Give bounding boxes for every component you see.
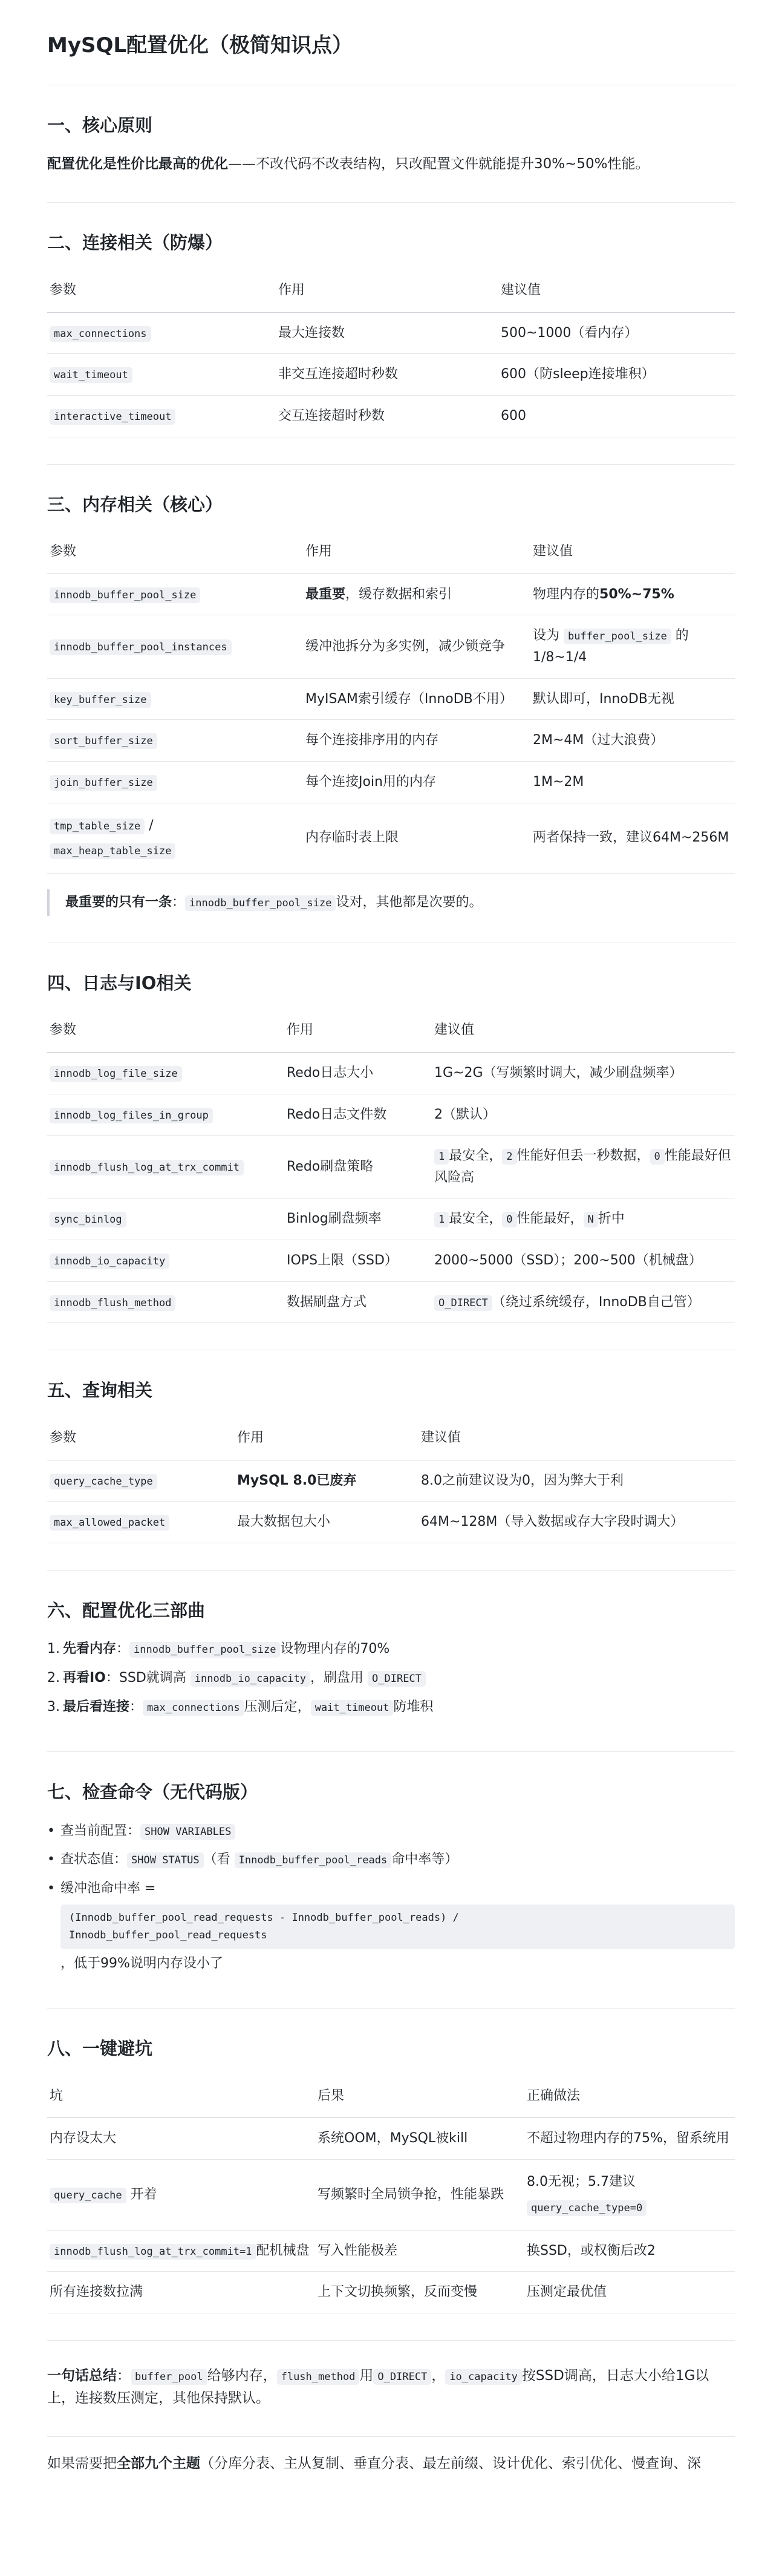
cell [47, 1198, 284, 1240]
param-code: query_cache_type [50, 1474, 157, 1489]
section-heading: 八、一键避坑 [47, 2038, 153, 2059]
cell [47, 1052, 284, 1094]
page-title: MySQL配置优化（极简知识点） [47, 33, 353, 57]
cell [47, 1502, 235, 1543]
cell [47, 1136, 284, 1198]
param-code: interactive_timeout [50, 409, 175, 425]
list-number: 2. [47, 1670, 60, 1685]
cell [47, 395, 276, 437]
section-heading: 七、检查命令（无代码版） [47, 1782, 258, 1803]
column-header: 建议值 [530, 532, 735, 574]
cell: 600 [498, 395, 735, 437]
text: 用 [359, 2367, 374, 2384]
param-code: max_allowed_packet [50, 1515, 169, 1531]
cell: 1G~2G（写频繁时调大，减少刷盘频率） [432, 1052, 735, 1094]
column-header: 作用 [235, 1419, 419, 1460]
cell [235, 1460, 419, 1502]
column-header: 正确做法 [524, 2077, 735, 2118]
cell: 每个连接排序用的内存 [303, 720, 530, 762]
divider [47, 1751, 735, 1752]
table-row [47, 395, 735, 437]
param-code: sync_binlog [50, 1212, 126, 1228]
cell: 不超过物理内存的75%，留系统用 [524, 2118, 735, 2160]
bold-text: 一句话总结 [47, 2367, 117, 2384]
cell [47, 761, 303, 803]
connections-table [47, 271, 735, 437]
cell: 最大连接数 [276, 312, 498, 354]
bold-text: 先看内存 [63, 1641, 117, 1657]
inline-code: wait_timeout [311, 1700, 394, 1716]
section-memory [47, 492, 735, 943]
param-code: key_buffer_size [50, 692, 151, 708]
bullet-icon: • [47, 1852, 55, 1868]
cell: 系统OOM，MySQL被kill [315, 2118, 524, 2160]
column-header: 坑 [47, 2077, 315, 2118]
cell: 所有连接数拉满 [47, 2272, 315, 2313]
text: 最安全， [449, 1148, 503, 1164]
cell: Redo刷盘策略 [284, 1136, 432, 1198]
cell: 写入性能极差 [315, 2230, 524, 2272]
text: 压测后定， [244, 1699, 311, 1715]
pitfalls-table [47, 2077, 735, 2313]
param-code: innodb_log_files_in_group [50, 1108, 213, 1123]
param-code: max_connections [50, 326, 151, 342]
section-heading: 四、日志与IO相关 [47, 972, 192, 993]
text: 开着 [126, 2186, 157, 2202]
inline-code: innodb_flush_log_at_trx_commit=1 [50, 2244, 256, 2260]
cell [47, 354, 276, 396]
inline-code: query_cache_type=0 [527, 2200, 647, 2216]
cell: 数据刷盘方式 [284, 1281, 432, 1323]
inline-code: buffer_pool [131, 2369, 207, 2385]
inline-code: query_cache [50, 2188, 126, 2203]
cell: 压测定最优值 [524, 2272, 735, 2313]
text: ： [172, 895, 186, 910]
bold-text: MySQL 8.0已废弃 [237, 1473, 357, 1488]
table-row [47, 574, 735, 615]
table-row [47, 1240, 735, 1282]
table-row [47, 2118, 735, 2160]
cell: 最大数据包大小 [235, 1502, 419, 1543]
cell: 交互连接超时秒数 [276, 395, 498, 437]
section-log-io [47, 971, 735, 1350]
paragraph [47, 153, 735, 175]
cell: 内存设太大 [47, 2118, 315, 2160]
inline-code: 1 [434, 1212, 449, 1228]
query-table [47, 1419, 735, 1543]
bold-text: 最重要 [305, 586, 346, 602]
cell: 上下文切换频繁，反而变慢 [315, 2272, 524, 2313]
code-line: (Innodb_buffer_pool_read_requests - Innodb_buffer_pool_reads) / [69, 1911, 459, 1924]
bold-text: 最后看连接 [63, 1699, 130, 1715]
inline-code: flush_method [277, 2369, 360, 2385]
bullet-icon: • [47, 1823, 55, 1839]
text: ： [129, 1699, 143, 1715]
text: 性能好但丢一秒数据， [516, 1148, 650, 1164]
inline-code: 0 [502, 1212, 516, 1228]
table-header-row [47, 1419, 735, 1460]
inline-code: buffer_pool_size [564, 629, 671, 644]
inline-code: max_connections [143, 1700, 244, 1716]
cell [47, 2230, 315, 2272]
summary-paragraph [47, 2365, 735, 2410]
inline-code: innodb_buffer_pool_size [185, 895, 336, 911]
text: ，低于99%说明内存设小了 [60, 1955, 223, 1971]
table-row [47, 1198, 735, 1240]
cell [47, 574, 303, 615]
table-row [47, 1460, 735, 1502]
cell [47, 1460, 235, 1502]
inline-code: Innodb_buffer_pool_reads [235, 1852, 392, 1868]
code-line: Innodb_buffer_pool_read_requests [69, 1929, 267, 1941]
param-code: innodb_log_file_size [50, 1066, 182, 1082]
bullet-icon: • [47, 1881, 55, 1897]
param-code: innodb_buffer_pool_instances [50, 639, 232, 655]
text: ——不改代码不改表结构，只改配置文件就能提升30%~50%性能。 [228, 156, 650, 172]
cell: 64M~128M（导入数据或存大字段时调大） [419, 1502, 735, 1543]
text: （分库分表、主从复制、垂直分表、最左前缀、设计优化、索引优化、慢查询、深 [200, 2456, 701, 2472]
section-check-commands [47, 1780, 735, 2008]
table-row [47, 761, 735, 803]
inline-code: 2 [502, 1149, 516, 1165]
memory-table [47, 532, 735, 874]
inline-code: 1 [434, 1149, 449, 1165]
list-item [47, 1667, 735, 1689]
divider [47, 464, 735, 465]
cell: 两者保持一致，建议64M~256M [530, 803, 735, 874]
text: ： [105, 1670, 119, 1685]
cell [47, 1240, 284, 1282]
table-header-row [47, 1011, 735, 1052]
param-code: sort_buffer_size [50, 733, 157, 749]
param-code: innodb_io_capacity [50, 1254, 169, 1269]
inline-code: O_DIRECT [373, 2369, 431, 2385]
column-header: 作用 [284, 1011, 432, 1052]
cell [530, 615, 735, 678]
cell: MyISAM索引缓存（InnoDB不用） [303, 678, 530, 720]
column-header: 建议值 [498, 271, 735, 312]
text: 性能最好， [516, 1211, 584, 1227]
section-heading: 五、查询相关 [47, 1380, 153, 1401]
text: 查状态值： [60, 1852, 128, 1868]
cell: 非交互连接超时秒数 [276, 354, 498, 396]
text: 设为 [533, 628, 564, 644]
text: 查当前配置： [60, 1823, 141, 1839]
cell [47, 720, 303, 762]
divider [47, 1570, 735, 1571]
ordered-list [47, 1638, 735, 1718]
text: ： [116, 1641, 130, 1657]
cell: IOPS上限（SSD） [284, 1240, 432, 1282]
text: ，缓存数据和索引 [345, 586, 452, 602]
table-row [47, 803, 735, 874]
column-header: 参数 [47, 271, 276, 312]
inline-code: SHOW VARIABLES [140, 1824, 235, 1840]
text: 按SSD调高，日志大小给1G以上，连接数压测定，其他保持默认。 [47, 2367, 709, 2407]
text: / [145, 817, 154, 833]
table-header-row [47, 271, 735, 312]
table-row [47, 678, 735, 720]
text: 物理内存的 [533, 586, 600, 602]
inline-code: N [584, 1212, 598, 1228]
section-heading: 一、核心原则 [47, 114, 153, 136]
cell: 写频繁时全局锁争抢，性能暴跌 [315, 2159, 524, 2230]
column-header: 参数 [47, 1419, 235, 1460]
table-row [47, 2272, 735, 2313]
text: 设对，其他都是次要的。 [336, 895, 483, 910]
cell: 默认即可，InnoDB无视 [530, 678, 735, 720]
table-row [47, 1052, 735, 1094]
column-header: 作用 [276, 271, 498, 312]
param-code: innodb_flush_log_at_trx_commit [50, 1160, 244, 1175]
text: 8.0无视；5.7建议 [527, 2174, 636, 2189]
bullet-list [47, 1820, 735, 1974]
bold-text: 50%~75% [599, 586, 674, 602]
text: 设物理内存的70% [280, 1641, 390, 1657]
text: 如果需要把 [47, 2456, 117, 2472]
inline-code: O_DIRECT [434, 1295, 492, 1311]
table-row [47, 2159, 735, 2230]
section-pitfalls [47, 2036, 735, 2340]
column-header: 后果 [315, 2077, 524, 2118]
cell: 8.0之前建议设为0，因为弊大于利 [419, 1460, 735, 1502]
inline-code: 0 [650, 1149, 665, 1165]
text: SSD就调高 [119, 1670, 191, 1685]
text: 折中 [598, 1211, 625, 1227]
table-row [47, 1281, 735, 1323]
list-item [47, 1638, 735, 1660]
inline-code: innodb_io_capacity [191, 1671, 310, 1687]
text: 最安全， [449, 1211, 503, 1227]
section-connections [47, 230, 735, 463]
closing-paragraph [47, 2437, 735, 2475]
column-header: 参数 [47, 532, 303, 574]
list-item [47, 1878, 735, 1974]
cell: Redo日志文件数 [284, 1094, 432, 1136]
cell: 2000~5000（SSD）；200~500（机械盘） [432, 1240, 735, 1282]
param-code: join_buffer_size [50, 775, 157, 791]
divider [47, 2008, 735, 2009]
inline-code: SHOW STATUS [127, 1852, 204, 1868]
log-io-table [47, 1011, 735, 1323]
text: ： [117, 2367, 131, 2384]
list-number: 1. [47, 1641, 60, 1657]
text: （绕过系统缓存，InnoDB自己管） [492, 1294, 700, 1310]
text: 命中率等） [391, 1852, 458, 1868]
param-code: innodb_buffer_pool_size [50, 587, 200, 603]
section-heading: 二、连接相关（防爆） [47, 232, 223, 253]
text: ， [431, 2367, 446, 2384]
table-row [47, 1136, 735, 1198]
list-number: 3. [47, 1699, 60, 1715]
cell [432, 1136, 735, 1198]
bold-text: 全部九个主题 [117, 2456, 200, 2472]
cell: 600（防sleep连接堆积） [498, 354, 735, 396]
cell [47, 803, 303, 874]
table-row [47, 615, 735, 678]
param-code: tmp_table_size [50, 819, 145, 834]
section-core-principle [47, 113, 735, 203]
section-heading: 三、内存相关（核心） [47, 494, 223, 515]
cell [432, 1281, 735, 1323]
cell: 缓冲池拆分为多实例，减少锁竞争 [303, 615, 530, 678]
section-heading: 六、配置优化三部曲 [47, 1600, 206, 1621]
cell [303, 574, 530, 615]
cell: Binlog刷盘频率 [284, 1198, 432, 1240]
cell: 换SSD，或权衡后改2 [524, 2230, 735, 2272]
bold-text: 配置优化是性价比最高的优化 [47, 156, 228, 172]
code-block [60, 1904, 735, 1949]
param-code: wait_timeout [50, 367, 132, 383]
bold-text: 再看IO [63, 1670, 106, 1685]
list-item [47, 1696, 735, 1718]
divider [47, 202, 735, 203]
cell [47, 678, 303, 720]
column-header: 参数 [47, 1011, 284, 1052]
table-row [47, 1502, 735, 1543]
column-header: 建议值 [419, 1419, 735, 1460]
table-header-row [47, 2077, 735, 2118]
list-item [47, 1849, 735, 1871]
column-header: 建议值 [432, 1011, 735, 1052]
section-three-steps [47, 1598, 735, 1751]
table-row [47, 720, 735, 762]
cell: 500~1000（看内存） [498, 312, 735, 354]
cell [47, 312, 276, 354]
param-code: innodb_flush_method [50, 1295, 175, 1311]
cell [47, 615, 303, 678]
text: 性能最好但风险高 [434, 1148, 731, 1185]
table-row [47, 354, 735, 396]
cell: 每个连接Join用的内存 [303, 761, 530, 803]
table-row [47, 2230, 735, 2272]
cell: 1M~2M [530, 761, 735, 803]
cell [432, 1198, 735, 1240]
section-query [47, 1378, 735, 1569]
inline-code: O_DIRECT [368, 1671, 426, 1687]
cell: 2M~4M（过大浪费） [530, 720, 735, 762]
cell: 内存临时表上限 [303, 803, 530, 874]
text: 缓冲池命中率 = [60, 1881, 156, 1897]
cell [524, 2159, 735, 2230]
cell [47, 1094, 284, 1136]
cell [530, 574, 735, 615]
text: 给够内存， [207, 2367, 277, 2384]
section-summary [47, 2341, 735, 2437]
param-code: max_heap_table_size [50, 843, 175, 859]
cell [47, 2159, 315, 2230]
note-quote [47, 889, 735, 916]
table-row [47, 312, 735, 354]
bold-text: 最重要的只有一条 [65, 895, 172, 910]
text: ，刷盘用 [310, 1670, 368, 1685]
cell: Redo日志大小 [284, 1052, 432, 1094]
cell [47, 1281, 284, 1323]
inline-code: innodb_buffer_pool_size [129, 1642, 280, 1658]
text: （看 [203, 1852, 235, 1868]
cell: 2（默认） [432, 1094, 735, 1136]
table-header-row [47, 532, 735, 574]
text: 配机械盘 [256, 2243, 310, 2258]
text: 防堆积 [393, 1699, 434, 1715]
column-header: 作用 [303, 532, 530, 574]
text: 的1/8~1/4 [533, 628, 689, 665]
list-item [47, 1820, 735, 1842]
inline-code: io_capacity [445, 2369, 522, 2385]
table-row [47, 1094, 735, 1136]
